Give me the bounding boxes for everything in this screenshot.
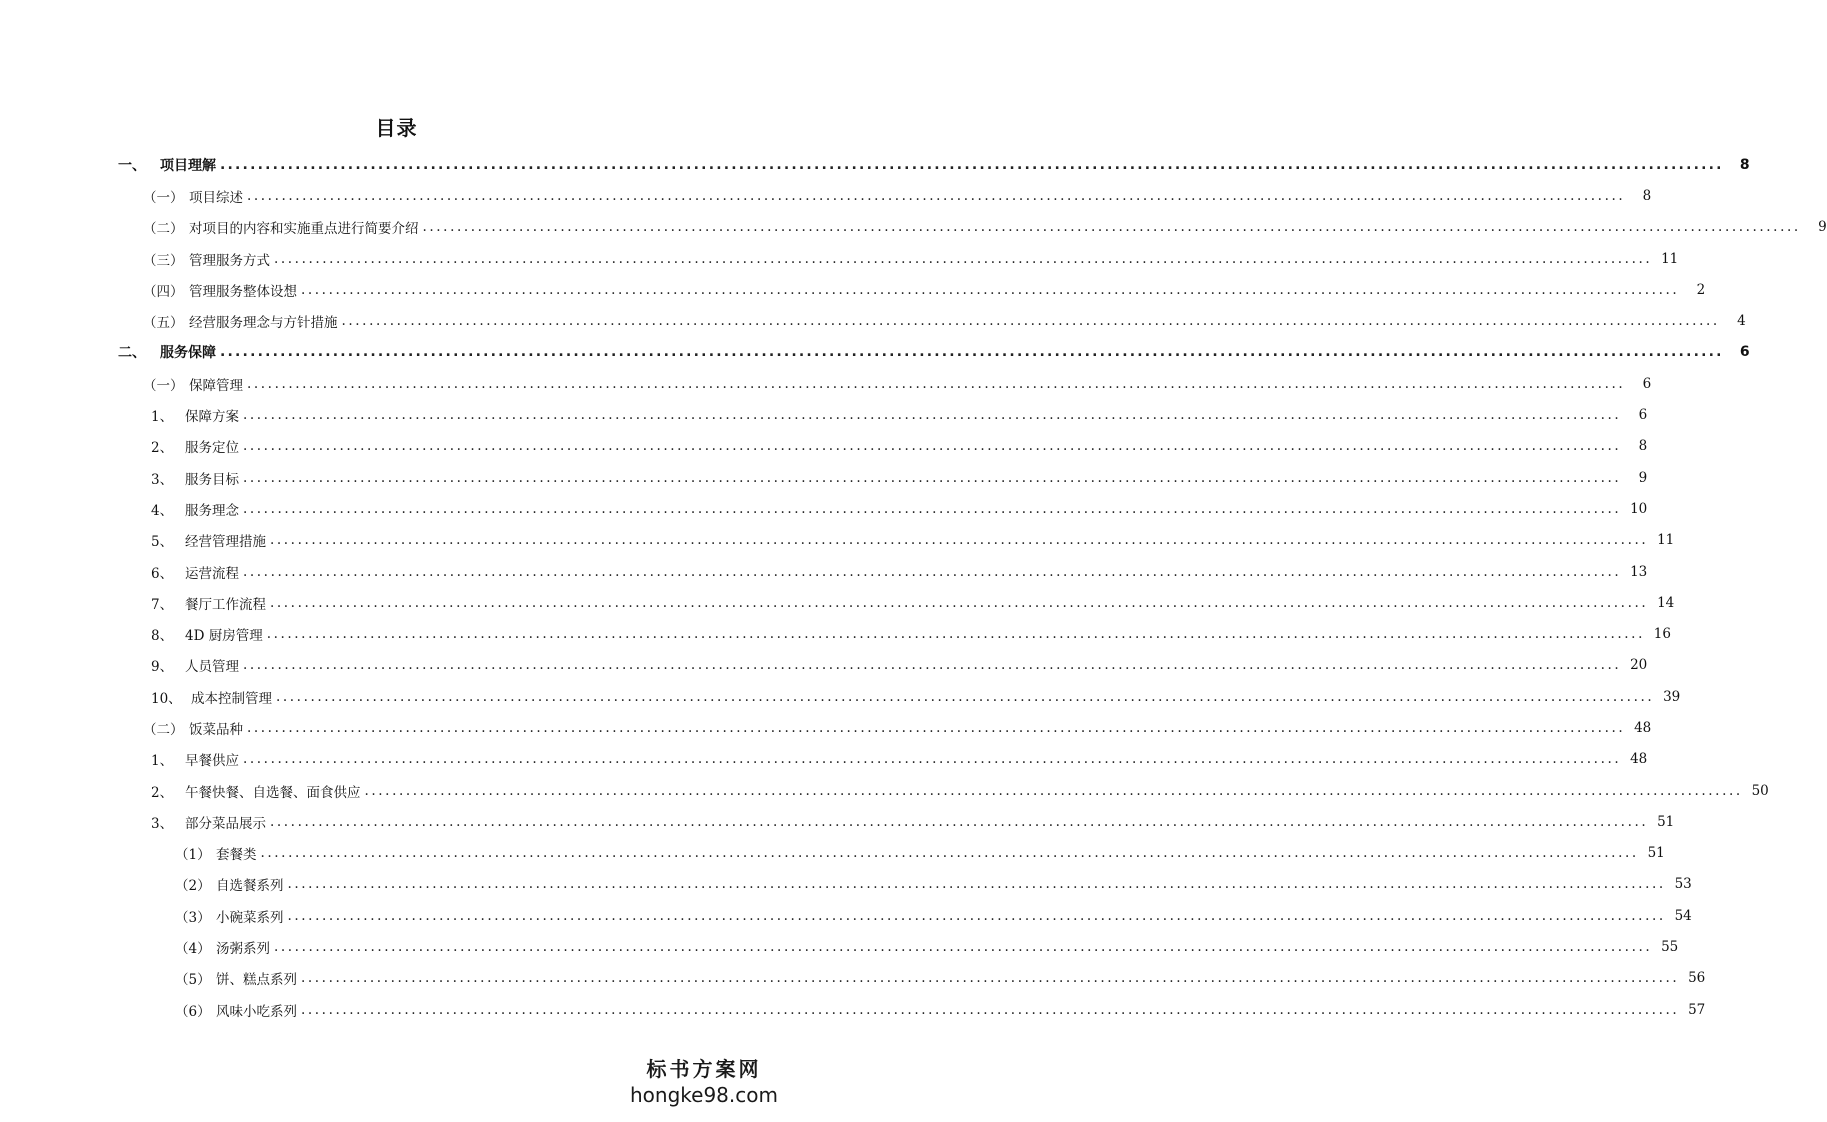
toc-dot-leader: ........................................................................................................................................................................................................ xyxy=(287,876,1666,893)
toc-page-number: 9 xyxy=(1818,219,1827,236)
toc-entry-number: 1、 xyxy=(151,409,174,426)
toc-entry-title: 项目综述 xyxy=(189,189,243,206)
toc-page-number: 6 xyxy=(1638,407,1648,424)
toc-entry-number: 7、 xyxy=(151,596,174,613)
toc-dot-leader: ........................................................................................................................................................................................................ xyxy=(270,594,1649,611)
toc-entry-number: （一） xyxy=(143,377,184,394)
toc-entry[interactable] xyxy=(0,243,1679,274)
toc-page-number: 16 xyxy=(1653,626,1671,643)
toc-entry-number: 10、 xyxy=(151,690,182,707)
watermark-title: 标书方案网 xyxy=(646,1057,762,1081)
toc-page-number: 8 xyxy=(1638,438,1648,455)
toc-entry-number: 3、 xyxy=(151,471,174,488)
toc-entry-title: 早餐供应 xyxy=(185,753,239,770)
toc-dot-leader: ........................................................................................................................................................................................................ xyxy=(274,250,1653,267)
toc-entry-title: 管理服务整体设想 xyxy=(189,283,297,300)
toc-entry[interactable] xyxy=(0,274,1706,305)
toc-dot-leader: ........................................................................................................................................................................................................ xyxy=(243,438,1622,455)
toc-entry-title: 部分菜品展示 xyxy=(185,815,266,832)
toc-entry[interactable] xyxy=(0,744,1648,775)
toc-dot-leader: ........................................................................................................................................................................................................ xyxy=(243,563,1622,580)
toc-page-number: 48 xyxy=(1630,751,1648,768)
toc-entry[interactable] xyxy=(0,963,1706,994)
toc-dot-leader: ........................................................................................................................................................................................................ xyxy=(364,782,1743,799)
toc-entry-number: （二） xyxy=(143,721,184,738)
toc-entry[interactable] xyxy=(0,431,1648,462)
toc-entry-number: 3、 xyxy=(151,815,174,832)
toc-entry[interactable] xyxy=(0,775,1769,806)
toc-entry-title: 饭菜品种 xyxy=(189,721,243,738)
toc-entry-title: 4D 厨房管理 xyxy=(185,628,263,645)
toc-entry-title: 服务定位 xyxy=(185,440,239,457)
toc-entry-title: 套餐类 xyxy=(216,847,257,864)
toc-page-number: 11 xyxy=(1661,250,1679,267)
toc-dot-leader: ........................................................................................................................................................................................................ xyxy=(243,500,1622,517)
toc-entry[interactable] xyxy=(0,994,1706,1025)
toc-page-number: 2 xyxy=(1696,281,1706,298)
watermark-logo xyxy=(629,1056,779,1114)
toc-page-number: 8 xyxy=(1739,156,1750,173)
toc-entry-number: 6、 xyxy=(151,565,174,582)
toc-entry-number: （一） xyxy=(143,189,184,206)
toc-entry-number: 2、 xyxy=(151,784,174,801)
toc-entry-number: （4） xyxy=(175,941,211,958)
toc-page-number: 54 xyxy=(1674,907,1692,924)
toc-dot-leader: ........................................................................................................................................................................................................ xyxy=(301,1001,1680,1018)
toc-entry-title: 饼、糕点系列 xyxy=(216,972,297,989)
toc-dot-leader: ........................................................................................................................................................................................................ xyxy=(270,813,1649,830)
toc-entry-number: 5、 xyxy=(151,534,174,551)
toc-entry-number: （五） xyxy=(143,315,184,332)
toc-dot-leader: ........................................................................................................................................................................................................ xyxy=(301,970,1680,987)
toc-dot-leader: ........................................................................................................................................................................................................ xyxy=(422,219,1801,236)
toc-dot-leader: ........................................................................................................................................................................................................ xyxy=(260,845,1639,862)
toc-entry-title: 保障管理 xyxy=(189,377,243,394)
toc-entry-number: （6） xyxy=(175,1003,211,1020)
toc-entry[interactable] xyxy=(0,650,1648,681)
toc-page-number: 48 xyxy=(1634,719,1652,736)
toc-entry-title: 自选餐系列 xyxy=(216,878,284,895)
toc-entry-number: （1） xyxy=(175,847,211,864)
toc-entry-number: （2） xyxy=(175,878,211,895)
toc-page-number: 11 xyxy=(1657,532,1675,549)
toc-page-number: 14 xyxy=(1657,594,1675,611)
toc-entry-number: （二） xyxy=(143,221,184,238)
toc-page-number: 57 xyxy=(1688,1001,1706,1018)
toc-entry-title: 人员管理 xyxy=(185,659,239,676)
toc-entry-title: 运营流程 xyxy=(185,565,239,582)
toc-entry[interactable] xyxy=(0,525,1675,556)
toc-dot-leader: ........................................................................................................................................................................................................ xyxy=(287,907,1666,924)
toc-entry-title: 保障方案 xyxy=(185,409,239,426)
toc-entry[interactable] xyxy=(0,493,1648,524)
toc-page-number: 51 xyxy=(1647,845,1665,862)
toc-dot-leader: ........................................................................................................................................................................................................ xyxy=(220,156,1724,173)
toc-page-number: 9 xyxy=(1638,469,1648,486)
table-of-contents xyxy=(0,149,1827,1025)
toc-dot-leader: ........................................................................................................................................................................................................ xyxy=(266,626,1645,643)
toc-entry-title: 经营服务理念与方针措施 xyxy=(189,315,338,332)
toc-entry-number: （5） xyxy=(175,972,211,989)
toc-entry[interactable] xyxy=(0,556,1648,587)
toc-entry-title: 汤粥系列 xyxy=(216,941,270,958)
toc-page-number: 13 xyxy=(1630,563,1648,580)
toc-dot-leader: ........................................................................................................................................................................................................ xyxy=(247,375,1626,392)
toc-entry[interactable] xyxy=(0,305,1746,336)
toc-entry-title: 午餐快餐、自选餐、面食供应 xyxy=(185,784,361,801)
toc-entry[interactable] xyxy=(0,337,1750,368)
toc-entry-title: 服务保障 xyxy=(160,345,216,362)
toc-entry-number: 9、 xyxy=(151,659,174,676)
toc-page-number: 20 xyxy=(1630,657,1648,674)
toc-page-number: 6 xyxy=(1739,344,1750,361)
toc-page-number: 51 xyxy=(1657,813,1675,830)
toc-entry-title: 项目理解 xyxy=(160,157,216,174)
toc-entry[interactable] xyxy=(0,368,1652,399)
toc-dot-leader: ........................................................................................................................................................................................................ xyxy=(276,688,1655,705)
toc-page-number: 39 xyxy=(1663,688,1681,705)
watermark-url: hongke98.com xyxy=(630,1083,778,1107)
toc-entry[interactable] xyxy=(0,869,1692,900)
toc-dot-leader: ........................................................................................................................................................................................................ xyxy=(247,719,1626,736)
toc-entry[interactable] xyxy=(0,149,1750,180)
toc-dot-leader: ........................................................................................................................................................................................................ xyxy=(243,469,1622,486)
toc-entry-number: （四） xyxy=(143,283,184,300)
toc-entry-number: （3） xyxy=(175,909,211,926)
toc-entry[interactable] xyxy=(0,618,1671,649)
toc-entry-number: 2、 xyxy=(151,440,174,457)
toc-page-number: 53 xyxy=(1674,876,1692,893)
toc-dot-leader: ........................................................................................................................................................................................................ xyxy=(243,751,1622,768)
toc-entry-number: 1、 xyxy=(151,753,174,770)
toc-entry[interactable] xyxy=(0,587,1675,618)
toc-entry-number: 一、 xyxy=(118,157,146,174)
toc-entry-title: 管理服务方式 xyxy=(189,252,270,269)
toc-dot-leader: ........................................................................................................................................................................................................ xyxy=(243,407,1622,424)
page-title: 目录 xyxy=(375,116,418,140)
toc-dot-leader: ........................................................................................................................................................................................................ xyxy=(274,939,1653,956)
toc-entry-title: 对项目的内容和实施重点进行简要介绍 xyxy=(189,221,419,238)
toc-dot-leader: ........................................................................................................................................................................................................ xyxy=(301,281,1680,298)
toc-entry[interactable] xyxy=(0,712,1652,743)
toc-dot-leader: ........................................................................................................................................................................................................ xyxy=(247,187,1626,204)
toc-page-number: 8 xyxy=(1642,187,1652,204)
toc-entry[interactable] xyxy=(0,931,1679,962)
toc-entry[interactable] xyxy=(0,399,1648,430)
toc-entry[interactable] xyxy=(0,681,1681,712)
toc-entry-number: 4、 xyxy=(151,502,174,519)
toc-entry[interactable] xyxy=(0,462,1648,493)
toc-page-number: 4 xyxy=(1737,313,1746,330)
toc-page-number: 55 xyxy=(1661,939,1679,956)
toc-entry-title: 餐厅工作流程 xyxy=(185,596,266,613)
toc-entry-title: 小碗菜系列 xyxy=(216,909,284,926)
toc-dot-leader: ........................................................................................................................................................................................................ xyxy=(341,313,1720,330)
toc-entry[interactable] xyxy=(0,212,1827,243)
toc-entry-number: （三） xyxy=(143,252,184,269)
toc-page-number: 50 xyxy=(1751,782,1769,799)
toc-page-number: 56 xyxy=(1688,970,1706,987)
toc-page-number: 6 xyxy=(1642,375,1652,392)
toc-entry-title: 风味小吃系列 xyxy=(216,1003,297,1020)
toc-dot-leader: ........................................................................................................................................................................................................ xyxy=(270,532,1649,549)
toc-entry[interactable] xyxy=(0,806,1675,837)
toc-dot-leader: ........................................................................................................................................................................................................ xyxy=(220,344,1724,361)
toc-entry-number: 8、 xyxy=(151,628,174,645)
toc-entry-title: 经营管理措施 xyxy=(185,534,266,551)
toc-entry-title: 服务理念 xyxy=(185,502,239,519)
toc-entry[interactable] xyxy=(0,180,1652,211)
toc-entry-title: 成本控制管理 xyxy=(191,690,272,707)
toc-entry[interactable] xyxy=(0,900,1692,931)
toc-entry[interactable] xyxy=(0,838,1665,869)
toc-page-number: 10 xyxy=(1630,500,1648,517)
toc-entry-title: 服务目标 xyxy=(185,471,239,488)
toc-dot-leader: ........................................................................................................................................................................................................ xyxy=(243,657,1622,674)
toc-entry-number: 二、 xyxy=(118,345,146,362)
